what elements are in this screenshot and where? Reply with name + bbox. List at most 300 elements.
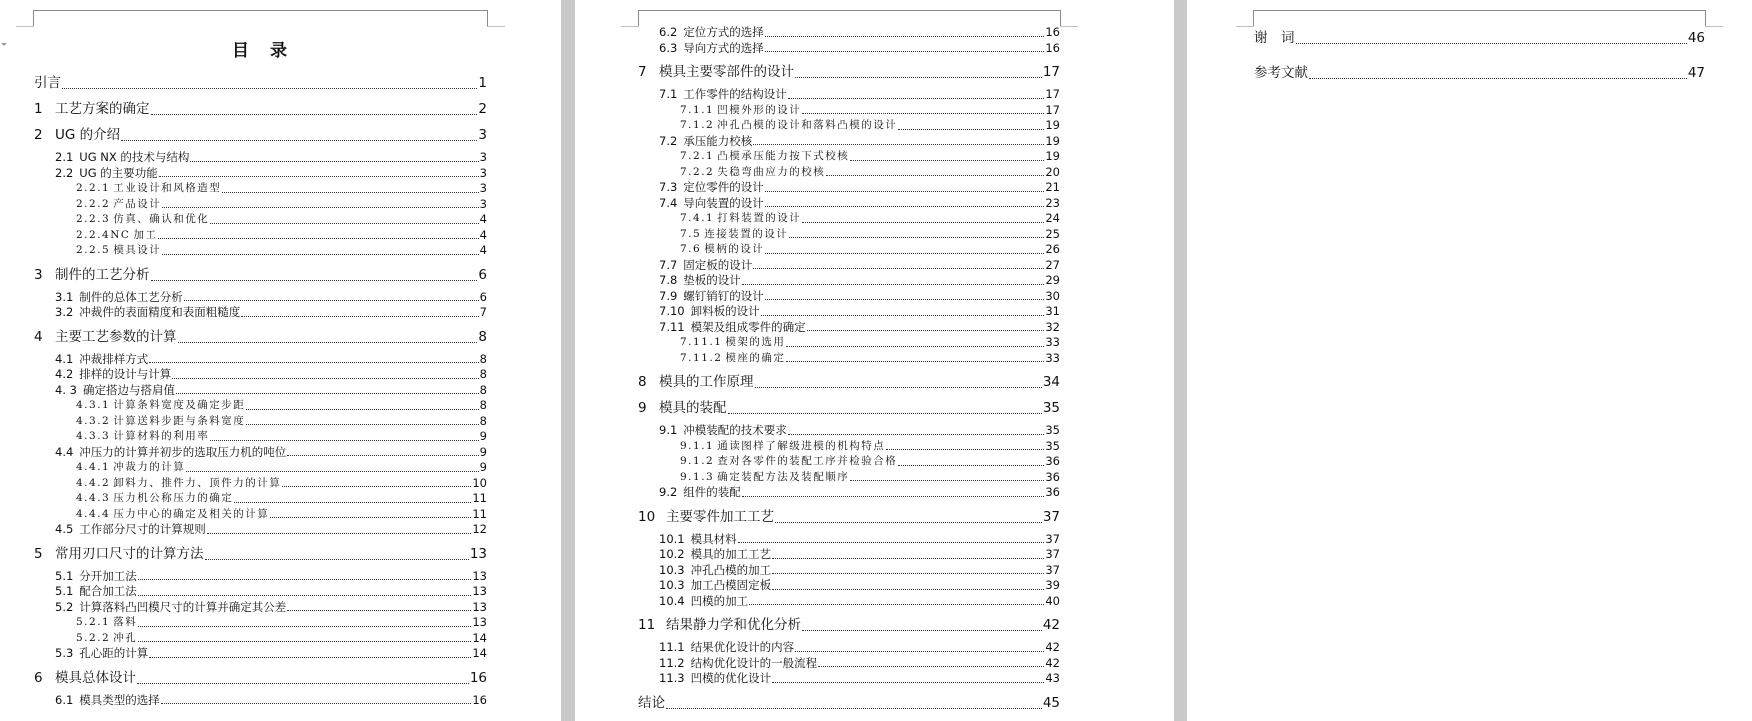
toc-entry[interactable]	[638, 211, 1060, 227]
document-page-1	[0, 0, 561, 721]
dot-leader	[210, 223, 478, 224]
toc-entry-number: 2.2	[55, 165, 74, 180]
toc-entry-page-number: 35	[1045, 423, 1060, 437]
toc-entry-number: 10	[638, 508, 656, 525]
toc-entry-number: 4.3.3	[76, 430, 111, 442]
toc-entry-page-number: 30	[1045, 288, 1060, 303]
toc-entry-page-number: 39	[1045, 578, 1060, 592]
toc-entry-page-number: 6	[479, 289, 487, 304]
toc-entry-title: 模架及组成零件的确定	[690, 319, 806, 334]
dot-leader	[151, 114, 478, 115]
dot-leader	[788, 98, 1045, 99]
toc-entry-title: 参考文献	[1254, 65, 1308, 81]
toc-entry-page-number: 27	[1045, 257, 1060, 272]
toc-entry-page-number: 8	[479, 382, 487, 397]
toc-entry[interactable]	[34, 414, 487, 430]
toc-entry-title: 凹模外形的设计	[717, 103, 802, 116]
toc-entry[interactable]	[34, 367, 487, 383]
dot-leader	[138, 595, 472, 596]
dot-leader	[158, 238, 478, 239]
toc-entry-page-number: 42	[1042, 617, 1060, 633]
toc-entry-page-number: 35	[1045, 438, 1060, 453]
toc-entry-number: 7.4	[659, 195, 678, 210]
toc-entry[interactable]	[34, 522, 487, 538]
toc-entry[interactable]	[638, 485, 1060, 501]
toc-entry-title: 常用刃口尺寸的计算方法	[55, 545, 204, 562]
toc-entry-page-number: 33	[1045, 350, 1060, 365]
dot-leader	[151, 280, 478, 281]
toc-entry-number: 7.2.2	[680, 165, 715, 178]
toc-entry-page-number: 16	[469, 669, 487, 686]
toc-entry-page-number: 26	[1045, 242, 1060, 256]
toc-entry-title: 模具类型的选择	[79, 692, 160, 707]
toc-entry-page-number: 13	[469, 545, 487, 562]
toc-entry-number: 4. 3	[55, 382, 77, 397]
toc-entry-title: 定位方式的选择	[683, 25, 764, 39]
toc-entry-title: 计算落料凸凹模尺寸的计算并确定其公差	[79, 599, 287, 614]
toc-entry-page-number: 16	[1045, 25, 1060, 39]
dot-leader	[176, 393, 479, 394]
toc-entry[interactable]	[638, 470, 1060, 486]
toc-entry-title: 仿真、确认和优化	[113, 213, 210, 225]
toc-entry-page-number: 9	[479, 429, 487, 443]
toc-entry-page-number: 19	[1045, 118, 1060, 132]
dot-leader	[795, 651, 1044, 652]
toc-entry-page-number: 37	[1045, 531, 1060, 546]
dot-leader	[184, 300, 479, 301]
toc-entry[interactable]	[34, 383, 487, 399]
dot-leader	[666, 708, 1042, 709]
toc-entry-page-number: 11	[472, 506, 487, 521]
dot-leader	[850, 160, 1044, 161]
dot-leader	[772, 573, 1044, 574]
toc-entry[interactable]	[34, 615, 487, 631]
margin-corner-mark	[1705, 26, 1723, 27]
margin-corner-mark	[1060, 26, 1078, 27]
toc-entry-number: 7	[638, 64, 647, 80]
dot-leader	[161, 703, 472, 704]
toc-entry-title: 工艺方案的确定	[55, 101, 150, 117]
toc-entry-title: 结果静力学和优化分析	[666, 617, 801, 633]
margin-corner-mark	[487, 26, 505, 27]
toc-entry-page-number: 37	[1042, 508, 1060, 525]
toc-entry-number: 7.3	[659, 180, 678, 194]
toc-entry-title: 组件的装配	[683, 485, 741, 499]
toc-entry[interactable]	[34, 544, 487, 564]
toc-entry[interactable]	[638, 640, 1060, 656]
toc-entry[interactable]	[638, 547, 1060, 563]
toc-entry-number: 2.2.5	[76, 244, 111, 256]
toc-entry[interactable]	[34, 584, 487, 600]
toc-entry-page-number: 9	[479, 460, 487, 474]
toc-entry-number: 4.4.3	[76, 492, 111, 504]
toc-entry-page-number: 42	[1045, 655, 1060, 670]
toc-entry[interactable]	[34, 646, 487, 662]
dot-leader	[234, 502, 471, 503]
toc-entry[interactable]	[638, 578, 1060, 594]
toc-entry[interactable]	[638, 693, 1060, 713]
toc-entry-title: 加工凸模固定板	[690, 578, 772, 592]
toc-entry[interactable]	[638, 165, 1060, 181]
toc-entry[interactable]	[34, 166, 487, 182]
margin-corner-mark	[16, 26, 34, 27]
toc-entry-page-number: 16	[472, 692, 487, 707]
toc-entry-number: 5.1	[55, 584, 74, 598]
toc-entry[interactable]	[638, 149, 1060, 165]
toc-entry[interactable]	[638, 118, 1060, 134]
toc-entry-title: 凹模的加工	[690, 593, 749, 608]
toc-entry-number: 7.8	[659, 273, 678, 287]
toc-entry[interactable]	[34, 429, 487, 445]
dot-leader	[786, 361, 1044, 362]
toc-entry[interactable]	[34, 99, 487, 119]
dot-leader	[765, 206, 1045, 207]
toc-entry[interactable]	[638, 671, 1060, 687]
margin-corner-mark	[1236, 26, 1254, 27]
toc-entry-title: 制件的总体工艺分析	[79, 289, 183, 304]
dot-leader	[765, 299, 1045, 300]
toc-entry[interactable]	[34, 73, 487, 93]
toc-entry-title: 打料装置的设计	[717, 212, 802, 224]
toc-entry-title: 模具设计	[113, 244, 162, 256]
toc-entry-title: 产品设计	[113, 197, 162, 210]
toc-entry-title: 模座的确定	[725, 351, 786, 364]
toc-entry-page-number: 37	[1045, 562, 1060, 577]
dot-leader	[159, 176, 479, 177]
toc-entry-page-number: 17	[1042, 64, 1060, 80]
toc-entry[interactable]	[34, 352, 487, 368]
toc-entry-number: 9.1.2	[680, 455, 715, 467]
toc-entry-page-number: 1	[478, 75, 487, 91]
toc-entry-title: 压力中心的确定及相关的计算	[113, 507, 270, 520]
toc-entry-page-number: 17	[1045, 87, 1060, 101]
toc-entry-number: 8	[638, 374, 647, 390]
dot-leader	[728, 413, 1042, 414]
toc-entry-number: 10.4	[659, 593, 685, 608]
toc-entry[interactable]	[34, 693, 487, 709]
toc-entry[interactable]	[638, 196, 1060, 212]
toc-entry-title: 导向装置的设计	[683, 195, 764, 210]
toc-entry[interactable]	[638, 594, 1060, 610]
toc-entry-number: 5.2	[55, 599, 74, 614]
margin-corner-mark	[621, 26, 639, 27]
toc-entry-title: 孔心距的计算	[79, 646, 149, 660]
toc-entry-number: 11.1	[659, 640, 685, 654]
toc-entry-title: 凹模的优化设计	[690, 671, 772, 685]
toc-entry-number: 3.1	[55, 289, 74, 304]
toc-entry-page-number: 37	[1045, 547, 1060, 561]
dot-leader	[207, 533, 472, 534]
toc-entry-number: 5	[34, 545, 43, 562]
toc-entry[interactable]	[638, 62, 1060, 82]
toc-entry[interactable]	[638, 134, 1060, 150]
toc-entry-title: 导向方式的选择	[683, 40, 764, 55]
toc-entry-title: 模柄的设计	[704, 243, 765, 255]
toc-entry-page-number: 35	[1042, 400, 1060, 416]
toc-entry-number: 10.2	[659, 547, 685, 561]
toc-entry-page-number: 4	[479, 212, 487, 226]
document-page-3	[1187, 0, 1752, 721]
toc-entry-page-number: 14	[472, 646, 487, 660]
toc-entry[interactable]	[638, 227, 1060, 243]
toc-entry-number: 7.1	[659, 87, 678, 101]
dot-leader	[786, 346, 1044, 347]
toc-entry-page-number: 43	[1045, 671, 1060, 685]
toc-entry-title: 结论	[638, 694, 665, 711]
dot-leader	[742, 284, 1045, 285]
toc-entry[interactable]	[34, 243, 487, 259]
toc-entry[interactable]	[34, 181, 487, 197]
toc-entry-page-number: 13	[472, 584, 487, 598]
toc-entry[interactable]	[638, 242, 1060, 258]
toc-entry-number: 9.2	[659, 485, 678, 499]
toc-title: 目 录	[232, 41, 289, 61]
dot-leader	[246, 424, 478, 425]
dot-leader	[172, 378, 478, 379]
toc-entry-number: 2.2.2	[76, 197, 111, 210]
toc-entry[interactable]	[638, 507, 1060, 527]
toc-entry-page-number: 13	[472, 568, 487, 583]
toc-entry[interactable]	[34, 460, 487, 476]
toc-entry-number: 7.11.1	[680, 336, 723, 348]
toc-entry[interactable]	[638, 372, 1060, 392]
toc-list	[34, 67, 487, 708]
dot-leader	[149, 362, 478, 363]
toc-entry-title: 冲孔凸模的加工	[690, 562, 772, 577]
dot-leader	[898, 129, 1044, 130]
dot-leader	[753, 268, 1044, 269]
toc-entry-number: 1	[34, 101, 43, 117]
toc-entry-page-number: 11	[472, 491, 487, 505]
toc-entry[interactable]	[34, 228, 487, 244]
toc-entry-title: 模架的选用	[725, 336, 786, 348]
toc-entry-number: 5.3	[55, 646, 74, 660]
toc-entry[interactable]	[34, 507, 487, 523]
toc-entry-page-number: 40	[1045, 593, 1060, 608]
toc-entry[interactable]	[34, 212, 487, 228]
toc-entry[interactable]	[638, 25, 1060, 41]
toc-entry[interactable]	[638, 289, 1060, 305]
toc-entry-number: 7.5	[680, 227, 702, 240]
toc-entry-title: 主要工艺参数的计算	[55, 328, 177, 345]
dot-leader	[246, 409, 478, 410]
toc-entry-title: 引言	[34, 75, 61, 91]
toc-entry-number: 7.11.2	[680, 351, 723, 364]
toc-entry-title: UG 的主要功能	[79, 165, 158, 180]
toc-entry-title: 模具的装配	[659, 400, 727, 416]
toc-entry[interactable]	[34, 150, 487, 166]
dot-leader	[795, 77, 1042, 78]
toc-entry-title: 工作部分尺寸的计算规则	[79, 522, 206, 536]
page-gap	[1174, 0, 1187, 721]
toc-entry[interactable]	[34, 569, 487, 585]
toc-entry[interactable]	[638, 351, 1060, 367]
toc-entry-number: 2	[34, 127, 43, 143]
toc-entry-title: 连接装置的设计	[704, 227, 789, 240]
dot-leader	[765, 253, 1044, 254]
toc-entry[interactable]	[34, 305, 487, 321]
toc-entry-page-number: 25	[1045, 226, 1060, 241]
toc-entry-title: 卸料板的设计	[690, 304, 760, 318]
header-margin-mark	[638, 10, 1061, 26]
toc-entry[interactable]	[638, 41, 1060, 57]
toc-entry[interactable]	[638, 615, 1060, 635]
toc-entry-title: 冲裁件的表面精度和表面粗糙度	[79, 305, 241, 319]
dot-leader	[788, 434, 1045, 435]
toc-entry[interactable]	[638, 258, 1060, 274]
toc-entry-page-number: 8	[479, 398, 487, 412]
toc-entry-number: 4.5	[55, 522, 74, 536]
toc-entry[interactable]	[638, 656, 1060, 672]
toc-entry[interactable]	[34, 125, 487, 145]
dot-leader	[186, 471, 478, 472]
toc-entry[interactable]	[34, 600, 487, 616]
toc-entry-page-number: 17	[1045, 102, 1060, 117]
toc-entry[interactable]	[638, 454, 1060, 470]
dot-leader	[765, 191, 1045, 192]
dot-leader	[749, 604, 1044, 605]
toc-entry-number: 4.2	[55, 367, 74, 381]
toc-entry[interactable]	[34, 197, 487, 213]
toc-entry[interactable]	[1254, 63, 1705, 83]
toc-entry-number: 7.2	[659, 133, 678, 148]
toc-entry[interactable]	[638, 273, 1060, 289]
toc-entry-page-number: 13	[472, 599, 487, 614]
toc-entry-page-number: 8	[479, 351, 487, 366]
toc-entry[interactable]	[34, 265, 487, 285]
toc-entry[interactable]	[34, 327, 487, 347]
toc-entry-number: 7.11	[659, 319, 685, 334]
dot-leader	[772, 589, 1044, 590]
toc-entry-title: 落料	[113, 616, 138, 628]
toc-entry-page-number: 8	[479, 367, 487, 381]
toc-entry-title: 模具主要零部件的设计	[659, 64, 794, 80]
toc-entry[interactable]	[34, 491, 487, 507]
toc-entry-page-number: 7	[479, 305, 487, 319]
toc-entry-title: 分开加工法	[79, 568, 137, 583]
toc-entry[interactable]	[638, 423, 1060, 439]
toc-entry-title: 计算条料宽度及确定步距	[113, 399, 246, 411]
toc-entry[interactable]	[1254, 28, 1705, 48]
toc-entry[interactable]	[34, 631, 487, 647]
dot-leader	[772, 682, 1044, 683]
dot-leader	[755, 387, 1042, 388]
toc-entry-page-number: 3	[479, 150, 487, 164]
dot-leader	[850, 480, 1044, 481]
toc-entry-title: UG 的介绍	[55, 127, 121, 143]
toc-entry-page-number: 19	[1045, 133, 1060, 148]
toc-entry-number: 2.2.3	[76, 213, 111, 225]
toc-entry-title: 结构优化设计的一般流程	[690, 655, 818, 670]
toc-entry-number: 5.1	[55, 568, 74, 583]
toc-entry[interactable]	[638, 180, 1060, 196]
toc-entry[interactable]	[34, 476, 487, 492]
toc-entry-number: 3.2	[55, 305, 74, 319]
toc-entry-title: 主要零件加工工艺	[666, 508, 774, 525]
toc-entry-number: 4.4.2	[76, 476, 111, 489]
toc-entry-number: 9.1.1	[680, 439, 715, 452]
toc-entry-number: 4.4.1	[76, 461, 111, 473]
toc-entry-number: 6.1	[55, 692, 74, 707]
dot-leader	[190, 161, 478, 162]
toc-list	[638, 25, 1060, 718]
toc-entry-page-number: 3	[479, 196, 487, 211]
toc-entry-page-number: 14	[472, 630, 487, 645]
dot-leader	[282, 486, 471, 487]
toc-entry-number: 7.6	[680, 243, 702, 255]
dot-leader	[802, 630, 1042, 631]
dot-leader	[138, 641, 471, 642]
toc-entry-number: 7.1.2	[680, 119, 715, 131]
dot-leader	[210, 440, 478, 441]
toc-entry-title: 冲模装配的技术要求	[683, 423, 787, 437]
toc-entry-page-number: 36	[1045, 485, 1060, 499]
toc-entry-number: 7.2.1	[680, 150, 715, 162]
toc-entry[interactable]	[638, 87, 1060, 103]
toc-entry-number: 6.2	[659, 25, 678, 39]
toc-entry-page-number: 3	[478, 127, 487, 143]
dot-leader	[765, 51, 1045, 52]
toc-entry[interactable]	[34, 445, 487, 461]
toc-entry-page-number: 29	[1045, 273, 1060, 287]
toc-entry[interactable]	[638, 563, 1060, 579]
toc-entry-page-number: 4	[479, 243, 487, 257]
toc-entry-page-number: 13	[472, 615, 487, 629]
toc-entry[interactable]	[638, 439, 1060, 455]
dot-leader	[222, 192, 478, 193]
toc-entry-title: 谢 词	[1254, 30, 1295, 46]
toc-entry[interactable]	[638, 398, 1060, 418]
toc-entry-number: 2.2.1	[76, 182, 111, 194]
toc-entry[interactable]	[34, 290, 487, 306]
toc-entry-number: 11.3	[659, 671, 685, 685]
toc-entry-number: 4.1	[55, 351, 74, 366]
dot-leader	[765, 36, 1045, 37]
dot-leader	[753, 144, 1044, 145]
toc-entry-page-number: 3	[479, 165, 487, 180]
toc-entry-number: 4.3.1	[76, 399, 111, 411]
toc-entry[interactable]	[34, 398, 487, 414]
toc-entry-title: 冲裁排样方式	[79, 351, 149, 366]
toc-entry-page-number: 8	[478, 328, 487, 345]
toc-entry-title: 冲孔凸模的设计和落料凸模的设计	[717, 119, 898, 131]
dot-leader	[287, 610, 471, 611]
toc-entry[interactable]	[638, 320, 1060, 336]
toc-entry[interactable]	[638, 532, 1060, 548]
toc-entry-number: 10.1	[659, 531, 685, 546]
toc-entry-page-number: 42	[1045, 640, 1060, 654]
toc-entry[interactable]	[638, 103, 1060, 119]
toc-entry-number: 6.3	[659, 40, 678, 55]
toc-entry-number: 11.2	[659, 655, 685, 670]
toc-entry-page-number: 46	[1687, 30, 1705, 46]
toc-entry-number: 10.3	[659, 578, 685, 592]
page-gap	[561, 0, 575, 721]
dot-leader	[137, 683, 469, 684]
toc-entry-number: 5.2.2	[76, 631, 111, 644]
toc-entry[interactable]	[638, 335, 1060, 351]
toc-entry[interactable]	[638, 304, 1060, 320]
dot-leader	[772, 558, 1044, 559]
toc-entry-title: 制件的工艺分析	[55, 266, 150, 283]
toc-entry[interactable]	[34, 668, 487, 688]
toc-entry-title: 结果优化设计的内容	[690, 640, 795, 654]
toc-entry-title: 查对各零件的装配工序并检验合格	[717, 455, 898, 467]
toc-entry-title: 加工	[133, 228, 158, 241]
toc-entry-page-number: 23	[1045, 195, 1060, 210]
toc-entry-title: 固定板的设计	[683, 257, 753, 272]
document-page-2	[575, 0, 1174, 721]
